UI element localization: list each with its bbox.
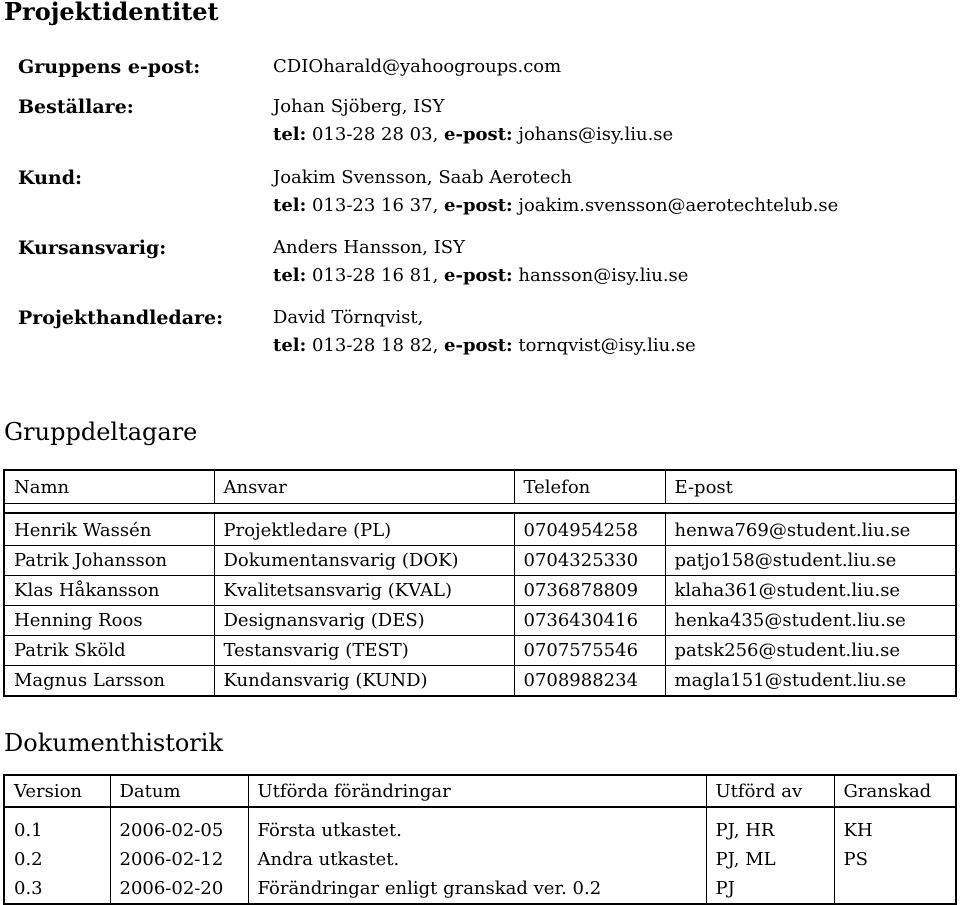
col-header-namn: Namn xyxy=(4,470,214,504)
projekthandledare-name: David Törnqvist, xyxy=(273,307,424,328)
group-email: CDIOharald@yahoogroups.com xyxy=(273,56,562,77)
col-header-author: Utförd av xyxy=(706,775,834,807)
members-header-row xyxy=(4,470,956,504)
cell-name: Patrik Johansson xyxy=(4,546,214,576)
table-row xyxy=(4,636,956,666)
cell-phone: 0736430416 xyxy=(514,606,665,636)
label-kursansvarig: Kursansvarig: xyxy=(18,237,167,259)
label-kund: Kund: xyxy=(18,167,83,189)
mail-key: e-post: xyxy=(444,335,513,356)
kund-name: Joakim Svensson, Saab Aerotech xyxy=(273,167,573,188)
tel-value: 013-28 28 03, xyxy=(311,124,439,145)
label-projekthandledare: Projekthandledare: xyxy=(18,307,224,329)
cell-email: henwa769@student.liu.se xyxy=(665,513,956,546)
cell-role: Kvalitetsansvarig (KVAL) xyxy=(214,576,514,606)
section-title-history: Dokumenthistorik xyxy=(4,729,223,757)
value-bestallare xyxy=(273,93,673,149)
cell-phone: 0704325330 xyxy=(514,546,665,576)
value-kursansvarig xyxy=(273,234,688,290)
cell-email: magla151@student.liu.se xyxy=(665,666,956,697)
value-kund xyxy=(273,164,838,220)
history-table xyxy=(3,774,957,905)
cell-changes: Andra utkastet. xyxy=(248,845,706,874)
mail-key: e-post: xyxy=(444,195,513,216)
table-row xyxy=(4,807,956,845)
col-header-version: Version xyxy=(4,775,110,807)
cell-name: Klas Håkansson xyxy=(4,576,214,606)
cell-version: 0.2 xyxy=(4,845,110,874)
header-gap xyxy=(4,504,956,514)
cell-name: Henrik Wassén xyxy=(4,513,214,546)
col-header-changes: Utförda förändringar xyxy=(248,775,706,807)
tel-value: 013-28 16 81, xyxy=(311,265,439,286)
cell-role: Designansvarig (DES) xyxy=(214,606,514,636)
col-header-telefon: Telefon xyxy=(514,470,665,504)
cell-author: PJ xyxy=(706,874,834,904)
cell-name: Henning Roos xyxy=(4,606,214,636)
cell-email: patjo158@student.liu.se xyxy=(665,546,956,576)
table-row xyxy=(4,666,956,697)
col-header-ansvar: Ansvar xyxy=(214,470,514,504)
label-bestallare: Beställare: xyxy=(18,96,134,118)
cell-phone: 0707575546 xyxy=(514,636,665,666)
cell-reviewer: KH xyxy=(843,820,873,841)
value-projekthandledare xyxy=(273,304,696,360)
cell-role: Kundansvarig (KUND) xyxy=(214,666,514,697)
table-row xyxy=(4,606,956,636)
bestallare-name: Johan Sjöberg, ISY xyxy=(273,96,445,117)
label-group-email: Gruppens e-post: xyxy=(18,56,201,78)
kund-contact xyxy=(273,192,838,220)
cell-email: klaha361@student.liu.se xyxy=(665,576,956,606)
col-header-datum: Datum xyxy=(110,775,248,807)
cell-reviewer xyxy=(834,874,956,904)
kursansvarig-name: Anders Hansson, ISY xyxy=(273,237,466,258)
cell-changes: Förändringar enligt granskad ver. 0.2 xyxy=(248,874,706,904)
tel-key: tel: xyxy=(273,195,307,216)
table-row xyxy=(4,576,956,606)
tel-value: 013-28 18 82, xyxy=(311,335,439,356)
projekthandledare-contact xyxy=(273,332,696,360)
value-group-email xyxy=(273,53,561,81)
cell-date: 2006-02-20 xyxy=(110,874,248,904)
section-title-identity: Projektidentitet xyxy=(4,0,219,26)
cell-role: Projektledare (PL) xyxy=(214,513,514,546)
cell-name: Patrik Sköld xyxy=(4,636,214,666)
cell-phone: 0704954258 xyxy=(514,513,665,546)
cell-role: Testansvarig (TEST) xyxy=(214,636,514,666)
tel-key: tel: xyxy=(273,265,307,286)
bestallare-contact xyxy=(273,121,673,149)
cell-role: Dokumentansvarig (DOK) xyxy=(214,546,514,576)
cell-version: 0.3 xyxy=(4,874,110,904)
section-title-members: Gruppdeltagare xyxy=(4,418,198,446)
history-header-row xyxy=(4,775,956,807)
mail-key: e-post: xyxy=(444,265,513,286)
cell-phone: 0708988234 xyxy=(514,666,665,697)
cell-date: 2006-02-05 xyxy=(110,807,248,845)
members-table xyxy=(3,469,957,697)
cell-phone: 0736878809 xyxy=(514,576,665,606)
tel-key: tel: xyxy=(273,124,307,145)
cell-name: Magnus Larsson xyxy=(4,666,214,697)
table-row xyxy=(4,546,956,576)
kursansvarig-contact xyxy=(273,262,688,290)
cell-version: 0.1 xyxy=(4,807,110,845)
cell-date: 2006-02-12 xyxy=(110,845,248,874)
mail-value: johans@isy.liu.se xyxy=(518,124,674,145)
cell-reviewer: PS xyxy=(843,849,868,870)
col-header-epost: E-post xyxy=(665,470,956,504)
cell-changes: Första utkastet. xyxy=(248,807,706,845)
cell-author: PJ, ML xyxy=(706,845,834,874)
col-header-reviewed: Granskad xyxy=(834,775,956,807)
table-row xyxy=(4,845,956,874)
cell-author: PJ, HR xyxy=(706,807,834,845)
tel-value: 013-23 16 37, xyxy=(311,195,439,216)
cell-email: henka435@student.liu.se xyxy=(665,606,956,636)
mail-value: hansson@isy.liu.se xyxy=(518,265,689,286)
cell-email: patsk256@student.liu.se xyxy=(665,636,956,666)
mail-value: tornqvist@isy.liu.se xyxy=(518,335,696,356)
mail-value: joakim.svensson@aerotechtelub.se xyxy=(518,195,839,216)
mail-key: e-post: xyxy=(444,124,513,145)
table-row xyxy=(4,513,956,546)
table-row xyxy=(4,874,956,904)
tel-key: tel: xyxy=(273,335,307,356)
